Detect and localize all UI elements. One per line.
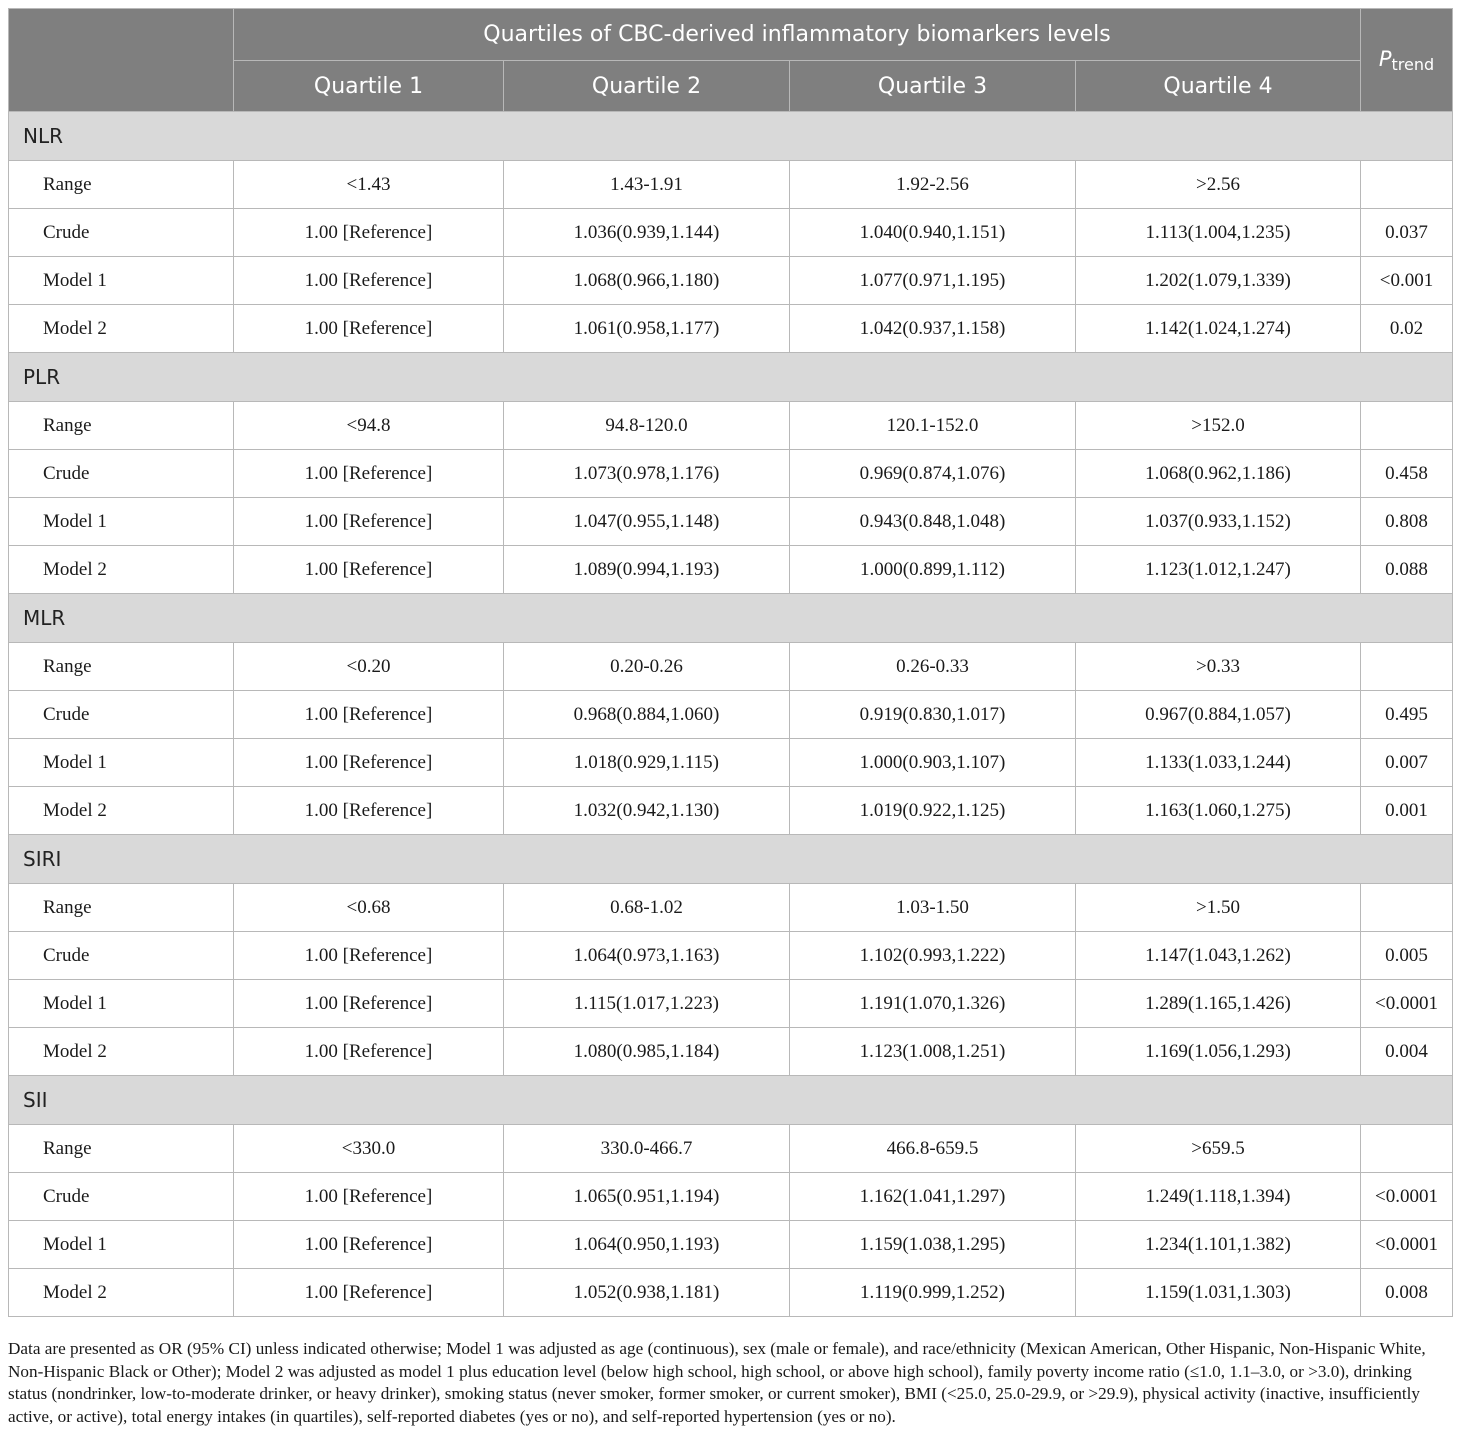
table-row (9, 1028, 1453, 1076)
cell-quartile-1: 1.00 [Reference] (234, 1221, 504, 1269)
cell-quartile-3: 1.92-2.56 (790, 161, 1076, 209)
table-row (9, 161, 1453, 209)
cell-quartile-4: 1.037(0.933,1.152) (1076, 498, 1361, 546)
cell-quartile-2: 1.052(0.938,1.181) (504, 1269, 790, 1317)
cell-quartile-1: <0.68 (234, 884, 504, 932)
cell-quartile-2: 1.018(0.929,1.115) (504, 739, 790, 787)
section-label: SIRI (9, 835, 1453, 884)
ptrend-subscript: trend (1391, 54, 1435, 74)
section-row (9, 835, 1453, 884)
ptrend-symbol: P (1378, 46, 1392, 71)
table-row (9, 498, 1453, 546)
row-label: Model 2 (9, 546, 234, 594)
cell-quartile-1: 1.00 [Reference] (234, 691, 504, 739)
row-label: Crude (9, 450, 234, 498)
cell-quartile-1: 1.00 [Reference] (234, 980, 504, 1028)
cell-quartile-2: 1.061(0.958,1.177) (504, 305, 790, 353)
table-footnote: Data are presented as OR (95% CI) unless indicated otherwise; Model 1 was adjusted as age (continuous), sex (male or female), and race/ethnicity (Mexican American, Other Hispanic, Non-Hispanic White, Non-Hispanic Black or Other); Model 2 was adjusted as model 1 plus education level (below high school, high school, or above high school), family poverty income ratio (≤1.0, 1.1–3.0, or >3.0), drinking status (nondrinker, low-to-moderate drinker, or heavy drinker), smoking status (never smoker, former smoker, or current smoker), BMI (<25.0, 25.0-29.9, or >29.9), physical activity (inactive, insufficiently active, or active), total energy intakes (in quartiles), self-reported diabetes (yes or no), and self-reported hypertension (yes or no). (8, 1339, 1426, 1426)
table-row (9, 691, 1453, 739)
cell-quartile-4: 1.113(1.004,1.235) (1076, 209, 1361, 257)
header-quartile-2: Quartile 2 (504, 61, 790, 112)
row-label: Range (9, 161, 234, 209)
cell-quartile-2: 1.073(0.978,1.176) (504, 450, 790, 498)
cell-quartile-4: >152.0 (1076, 402, 1361, 450)
header-empty-cell (9, 9, 234, 112)
cell-ptrend: <0.0001 (1361, 1173, 1453, 1221)
cell-quartile-2: 1.080(0.985,1.184) (504, 1028, 790, 1076)
cell-ptrend: <0.0001 (1361, 1221, 1453, 1269)
section-row (9, 353, 1453, 402)
cell-quartile-4: >2.56 (1076, 161, 1361, 209)
header-quartile-4: Quartile 4 (1076, 61, 1361, 112)
cell-quartile-4: 1.249(1.118,1.394) (1076, 1173, 1361, 1221)
table-row (9, 739, 1453, 787)
table-row (9, 1269, 1453, 1317)
cell-ptrend: 0.037 (1361, 209, 1453, 257)
header-quartile-1: Quartile 1 (234, 61, 504, 112)
table-row (9, 787, 1453, 835)
table-row (9, 1125, 1453, 1173)
row-label: Range (9, 402, 234, 450)
header-quartile-3: Quartile 3 (790, 61, 1076, 112)
row-label: Model 2 (9, 305, 234, 353)
table-row (9, 932, 1453, 980)
cell-quartile-3: 1.03-1.50 (790, 884, 1076, 932)
cell-quartile-1: 1.00 [Reference] (234, 209, 504, 257)
header-title: Quartiles of CBC-derived inflammatory biomarkers levels (234, 9, 1361, 61)
cell-quartile-1: 1.00 [Reference] (234, 1269, 504, 1317)
cell-quartile-3: 1.102(0.993,1.222) (790, 932, 1076, 980)
cell-quartile-1: 1.00 [Reference] (234, 932, 504, 980)
cell-quartile-3: 1.159(1.038,1.295) (790, 1221, 1076, 1269)
cell-quartile-2: 0.968(0.884,1.060) (504, 691, 790, 739)
cell-ptrend (1361, 643, 1453, 691)
table-row (9, 546, 1453, 594)
row-label: Model 2 (9, 1269, 234, 1317)
cell-quartile-4: >1.50 (1076, 884, 1361, 932)
cell-quartile-3: 1.119(0.999,1.252) (790, 1269, 1076, 1317)
cell-quartile-3: 1.000(0.903,1.107) (790, 739, 1076, 787)
cell-quartile-3: 0.26-0.33 (790, 643, 1076, 691)
row-label: Model 1 (9, 739, 234, 787)
cell-quartile-4: 1.123(1.012,1.247) (1076, 546, 1361, 594)
row-label: Crude (9, 691, 234, 739)
cell-ptrend (1361, 1125, 1453, 1173)
cell-ptrend: 0.458 (1361, 450, 1453, 498)
cell-quartile-3: 1.042(0.937,1.158) (790, 305, 1076, 353)
row-label: Crude (9, 209, 234, 257)
cell-quartile-3: 1.000(0.899,1.112) (790, 546, 1076, 594)
cell-quartile-3: 0.969(0.874,1.076) (790, 450, 1076, 498)
cell-quartile-1: 1.00 [Reference] (234, 450, 504, 498)
table-row (9, 980, 1453, 1028)
cell-quartile-4: 1.159(1.031,1.303) (1076, 1269, 1361, 1317)
cell-quartile-1: <0.20 (234, 643, 504, 691)
cell-quartile-1: 1.00 [Reference] (234, 1028, 504, 1076)
cell-quartile-4: >659.5 (1076, 1125, 1361, 1173)
row-label: Range (9, 884, 234, 932)
section-label: NLR (9, 112, 1453, 161)
cell-ptrend: 0.02 (1361, 305, 1453, 353)
table-row (9, 1221, 1453, 1269)
cell-quartile-2: 330.0-466.7 (504, 1125, 790, 1173)
cell-ptrend: 0.088 (1361, 546, 1453, 594)
section-label: SII (9, 1076, 1453, 1125)
cell-ptrend (1361, 161, 1453, 209)
cell-quartile-4: >0.33 (1076, 643, 1361, 691)
cell-quartile-3: 120.1-152.0 (790, 402, 1076, 450)
row-label: Model 1 (9, 1221, 234, 1269)
table-row (9, 257, 1453, 305)
cell-quartile-2: 1.089(0.994,1.193) (504, 546, 790, 594)
cell-ptrend: 0.808 (1361, 498, 1453, 546)
table-body (9, 112, 1453, 1317)
cell-quartile-2: 1.115(1.017,1.223) (504, 980, 790, 1028)
cell-quartile-4: 1.147(1.043,1.262) (1076, 932, 1361, 980)
row-label: Model 1 (9, 498, 234, 546)
cell-quartile-4: 1.202(1.079,1.339) (1076, 257, 1361, 305)
cell-quartile-4: 1.068(0.962,1.186) (1076, 450, 1361, 498)
section-label: PLR (9, 353, 1453, 402)
cell-quartile-3: 1.077(0.971,1.195) (790, 257, 1076, 305)
cell-quartile-1: 1.00 [Reference] (234, 257, 504, 305)
cell-quartile-2: 1.036(0.939,1.144) (504, 209, 790, 257)
cell-quartile-4: 0.967(0.884,1.057) (1076, 691, 1361, 739)
cell-ptrend: 0.007 (1361, 739, 1453, 787)
cell-quartile-4: 1.289(1.165,1.426) (1076, 980, 1361, 1028)
cell-quartile-3: 1.191(1.070,1.326) (790, 980, 1076, 1028)
cell-quartile-3: 0.943(0.848,1.048) (790, 498, 1076, 546)
cell-quartile-1: 1.00 [Reference] (234, 787, 504, 835)
cell-quartile-1: 1.00 [Reference] (234, 546, 504, 594)
section-row (9, 112, 1453, 161)
section-row (9, 594, 1453, 643)
cell-ptrend (1361, 884, 1453, 932)
table-row (9, 305, 1453, 353)
cell-quartile-1: <330.0 (234, 1125, 504, 1173)
cell-quartile-2: 1.064(0.950,1.193) (504, 1221, 790, 1269)
cell-quartile-2: 1.064(0.973,1.163) (504, 932, 790, 980)
row-label: Model 2 (9, 1028, 234, 1076)
section-row (9, 1076, 1453, 1125)
row-label: Model 1 (9, 257, 234, 305)
row-label: Model 2 (9, 787, 234, 835)
cell-quartile-1: 1.00 [Reference] (234, 1173, 504, 1221)
cell-ptrend (1361, 402, 1453, 450)
cell-ptrend: 0.004 (1361, 1028, 1453, 1076)
cell-ptrend: <0.001 (1361, 257, 1453, 305)
table-header (9, 9, 1453, 112)
cell-quartile-2: 94.8-120.0 (504, 402, 790, 450)
table-row (9, 402, 1453, 450)
table-row (9, 884, 1453, 932)
cell-ptrend: <0.0001 (1361, 980, 1453, 1028)
cell-quartile-2: 1.43-1.91 (504, 161, 790, 209)
row-label: Model 1 (9, 980, 234, 1028)
table-row (9, 1173, 1453, 1221)
cell-quartile-1: 1.00 [Reference] (234, 739, 504, 787)
cell-quartile-3: 1.019(0.922,1.125) (790, 787, 1076, 835)
cell-ptrend: 0.008 (1361, 1269, 1453, 1317)
cell-quartile-3: 0.919(0.830,1.017) (790, 691, 1076, 739)
results-table (8, 8, 1453, 1317)
cell-ptrend: 0.001 (1361, 787, 1453, 835)
cell-quartile-1: <94.8 (234, 402, 504, 450)
table-row (9, 643, 1453, 691)
cell-quartile-2: 0.68-1.02 (504, 884, 790, 932)
row-label: Range (9, 643, 234, 691)
cell-quartile-2: 1.065(0.951,1.194) (504, 1173, 790, 1221)
cell-quartile-4: 1.142(1.024,1.274) (1076, 305, 1361, 353)
table-row (9, 209, 1453, 257)
cell-quartile-4: 1.133(1.033,1.244) (1076, 739, 1361, 787)
cell-quartile-1: 1.00 [Reference] (234, 305, 504, 353)
cell-quartile-3: 1.123(1.008,1.251) (790, 1028, 1076, 1076)
cell-ptrend: 0.005 (1361, 932, 1453, 980)
cell-quartile-1: 1.00 [Reference] (234, 498, 504, 546)
cell-quartile-2: 1.032(0.942,1.130) (504, 787, 790, 835)
cell-ptrend: 0.495 (1361, 691, 1453, 739)
cell-quartile-4: 1.163(1.060,1.275) (1076, 787, 1361, 835)
cell-quartile-2: 1.047(0.955,1.148) (504, 498, 790, 546)
section-label: MLR (9, 594, 1453, 643)
cell-quartile-3: 466.8-659.5 (790, 1125, 1076, 1173)
cell-quartile-4: 1.169(1.056,1.293) (1076, 1028, 1361, 1076)
row-label: Range (9, 1125, 234, 1173)
table-row (9, 450, 1453, 498)
cell-quartile-3: 1.040(0.940,1.151) (790, 209, 1076, 257)
cell-quartile-4: 1.234(1.101,1.382) (1076, 1221, 1361, 1269)
cell-quartile-2: 1.068(0.966,1.180) (504, 257, 790, 305)
cell-quartile-2: 0.20-0.26 (504, 643, 790, 691)
row-label: Crude (9, 1173, 234, 1221)
cell-quartile-1: <1.43 (234, 161, 504, 209)
cell-quartile-3: 1.162(1.041,1.297) (790, 1173, 1076, 1221)
header-ptrend (1361, 9, 1453, 112)
row-label: Crude (9, 932, 234, 980)
